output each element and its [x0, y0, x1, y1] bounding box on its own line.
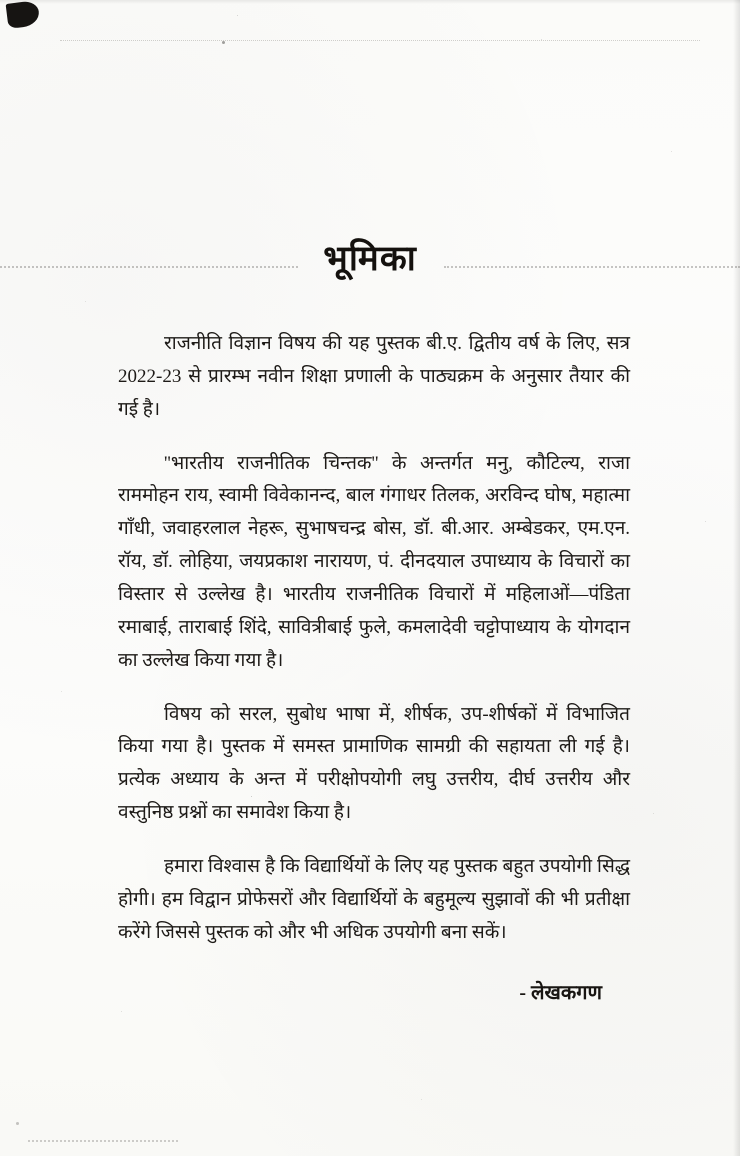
- scan-artifact-dotted-line-bottom: [28, 1140, 178, 1142]
- preface-paragraph-4: हमारा विश्वास है कि विद्यार्थियों के लिए यह पुस्तक बहुत उपयोगी सिद्ध होगी। हम विद्वान प्रोफेसरों और विद्यार्थियों के बहुमूल्य सुझावों की भी प्रतीक्षा करेंगे जिससे पुस्तक को और भी अधिक उपयोगी बना सकें।: [118, 856, 630, 943]
- preface-paragraph-3: विषय को सरल, सुबोध भाषा में, शीर्षक, उप-शीर्षकों में विभाजित किया गया है। पुस्तक में समस्त प्रामाणिक सामग्री की सहायता ली गई है। प्रत्येक अध्याय के अन्त में परीक्षोपयोगी लघु उत्तरीय, दीर्घ उत्तरीय और वस्तुनिष्ठ प्रश्नों का समावेश किया है।: [118, 703, 630, 824]
- page-title: भूमिका: [323, 239, 417, 278]
- preface-paragraph-1: राजनीति विज्ञान विषय की यह पुस्तक बी.ए. द्वितीय वर्ष के लिए, सत्र 2022-23 से प्रारम्भ नवीन शिक्षा प्रणाली के पाठ्यक्रम के अनुसार तैयार की गई है।: [118, 333, 630, 420]
- scan-artifact-corner-blob: [6, 0, 41, 29]
- scan-edge-shadow-top: [0, 0, 740, 4]
- scan-speckles: [0, 0, 3, 3]
- preface-body: [118, 328, 630, 1010]
- preface-paragraph-2: ''भारतीय राजनीतिक चिन्तक'' के अन्तर्गत मनु, कौटिल्य, राजा राममोहन राय, स्वामी विवेकानन्द, बाल गंगाधर तिलक, अरविन्द घोष, महात्मा गाँधी, जवाहरलाल नेहरू, सुभाषचन्द्र बोस, डॉ. बी.आर. अम्बेडकर, एम.एन. रॉय, डॉ. लोहिया, जयप्रकाश नारायण, पं. दीनदयाल उपाध्याय के विचारों का विस्तार से उल्लेख है। भारतीय राजनीतिक विचारों में महिलाओं—पंडिता रमाबाई, ताराबाई शिंदे, सावित्रीबाई फुले, कमलादेवी चट्टोपाध्याय के योगदान का उल्लेख किया गया है।: [118, 452, 630, 671]
- author-signature: - लेखकगण: [519, 981, 602, 1004]
- scan-artifact-dotted-line-top: [60, 40, 700, 41]
- scan-edge-shadow-right: [733, 0, 740, 1156]
